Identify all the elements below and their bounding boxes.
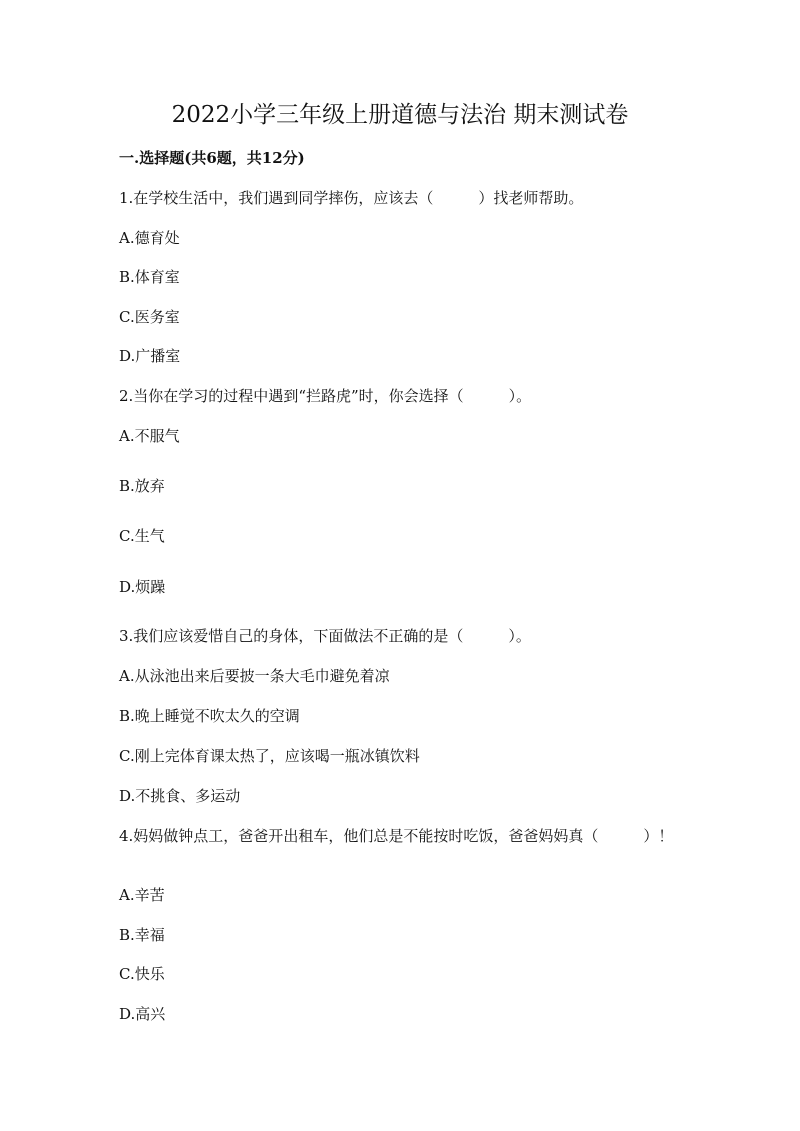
question-2-option-c: C.生气: [119, 527, 165, 545]
exam-title: 2022小学三年级上册道德与法治 期末测试卷: [171, 102, 629, 128]
question-2-stem: 2.当你在学习的过程中遇到“拦路虎”时，你会选择（ ）。: [119, 387, 532, 405]
question-1-option-a: A.德育处: [119, 229, 180, 247]
question-2-option-d: D.烦躁: [119, 578, 166, 596]
question-1-option-b: B.体育室: [119, 268, 180, 286]
question-3-option-c: C.刚上完体育课太热了，应该喝一瓶冰镇饮料: [119, 747, 420, 765]
question-2-option-b: B.放弃: [119, 477, 165, 495]
question-1-option-c: C.医务室: [119, 308, 180, 326]
question-4-option-a: A.辛苦: [119, 886, 165, 904]
question-4-option-c: C.快乐: [119, 965, 165, 983]
question-2-option-a: A.不服气: [119, 427, 180, 445]
question-1-option-d: D.广播室: [119, 347, 181, 365]
question-4-option-b: B.幸福: [119, 926, 165, 944]
question-4-option-d: D.高兴: [119, 1005, 166, 1023]
question-3-option-b: B.晚上睡觉不吹太久的空调: [119, 707, 300, 725]
question-3-stem: 3.我们应该爱惜自己的身体，下面做法不正确的是（ ）。: [119, 627, 531, 645]
question-3-option-a: A.从泳池出来后要披一条大毛巾避免着凉: [119, 667, 390, 685]
question-1-stem: 1.在学校生活中，我们遇到同学摔伤，应该去（ ）找老师帮助。: [119, 189, 584, 207]
section-heading: 一.选择题(共6题，共12分): [119, 149, 305, 167]
question-3-option-d: D.不挑食、多运动: [119, 787, 241, 805]
question-4-stem: 4.妈妈做钟点工，爸爸开出租车，他们总是不能按时吃饭，爸爸妈妈真（ ）！: [119, 827, 674, 845]
